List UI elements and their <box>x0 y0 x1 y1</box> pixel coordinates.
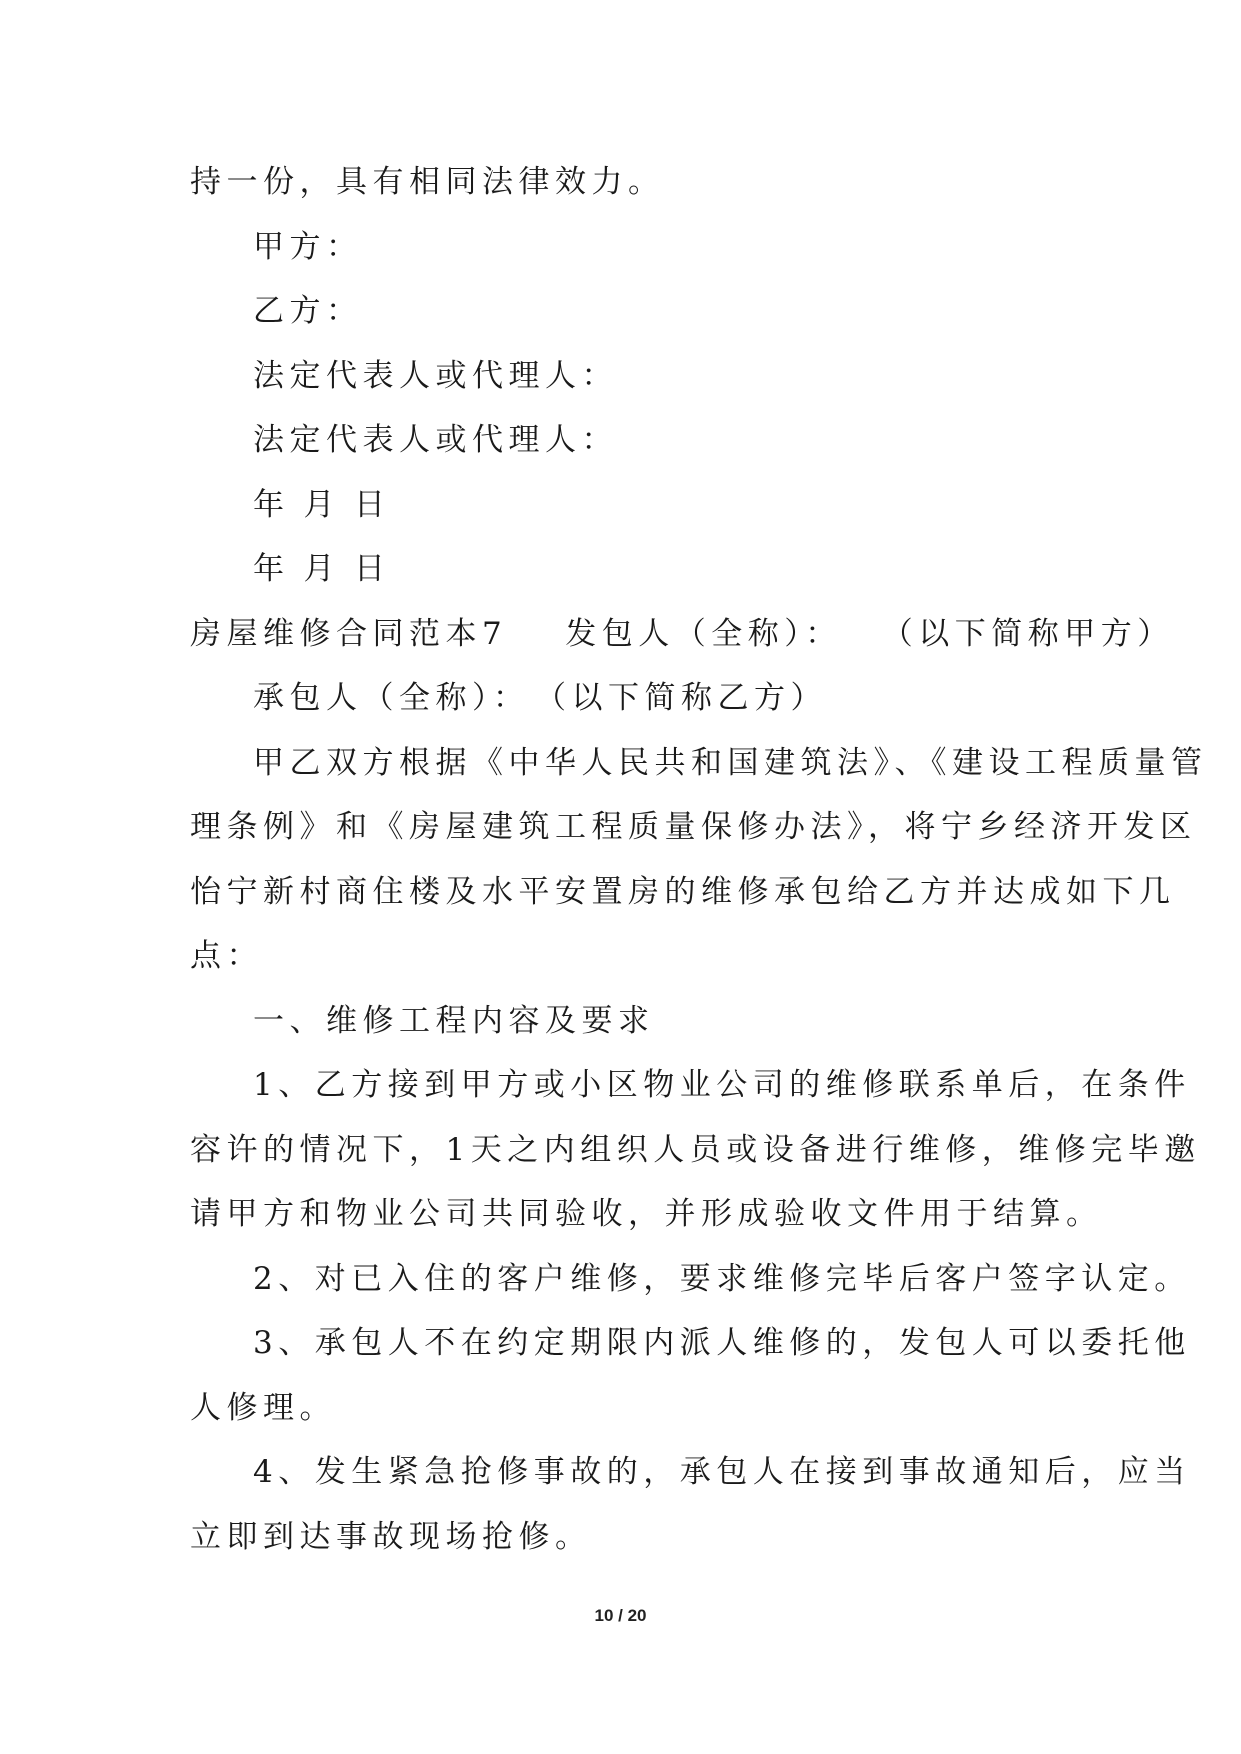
representative-b-label: 法定代表人或代理人： <box>253 422 618 458</box>
date-month: 月 <box>303 551 340 587</box>
clause-line: 4、发生紧急抢修事故的，承包人在接到事故通知后，应当 <box>253 1454 1191 1490</box>
clause-line: 容许的情况下，1天之内组织人员或设备进行维修，维修完毕邀 <box>190 1131 1201 1168</box>
date-line-b <box>190 537 1062 602</box>
contract-heading <box>190 602 1174 667</box>
party-b-label: 乙方： <box>253 293 363 329</box>
clause-line: 人修理。 <box>190 1389 336 1426</box>
page-number: 10 / 20 <box>594 1606 647 1625</box>
date-day: 日 <box>354 551 391 587</box>
document-body <box>190 150 1208 1569</box>
paragraph-line: 点： <box>190 938 263 974</box>
clause-line: 3、承包人不在约定期限内派人维修的，发包人可以委托他 <box>253 1325 1191 1361</box>
date-year: 年 <box>253 551 290 587</box>
clause-line: 立即到达事故现场抢修。 <box>190 1518 592 1555</box>
section-heading: 一、维修工程内容及要求 <box>253 1002 655 1039</box>
date-day: 日 <box>354 486 391 523</box>
paragraph-line: 甲乙双方根据《中华人民共和国建筑法》、《建设工程质量管 <box>253 744 1208 781</box>
employer-label: 发包人（全称）： <box>565 615 842 652</box>
clause-line: 请甲方和物业公司共同验收，并形成验收文件用于结算。 <box>190 1196 1103 1232</box>
contract-title: 房屋维修合同范本7 <box>190 615 508 652</box>
clause-line: 2、对已入住的客户维修，要求维修完毕后客户签字认定。 <box>253 1260 1191 1297</box>
paragraph-line: 理条例》和《房屋建筑工程质量保修办法》，将宁乡经济开发区 <box>190 809 1197 845</box>
date-line-a <box>190 473 1062 538</box>
employer-note: （以下简称甲方） <box>881 615 1174 652</box>
text-line: 持一份，具有相同法律效力。 <box>190 164 665 200</box>
paragraph-line: 怡宁新村商住楼及水平安置房的维修承包给乙方并达成如下几 <box>190 873 1176 910</box>
date-month: 月 <box>303 486 340 523</box>
date-year: 年 <box>253 486 290 523</box>
clause-line: 1、乙方接到甲方或小区物业公司的维修联系单后，在条件 <box>253 1067 1191 1103</box>
party-a-label: 甲方： <box>253 228 363 265</box>
contractor-line: 承包人（全称）： （以下简称乙方） <box>253 680 827 716</box>
representative-a-label: 法定代表人或代理人： <box>253 357 618 394</box>
